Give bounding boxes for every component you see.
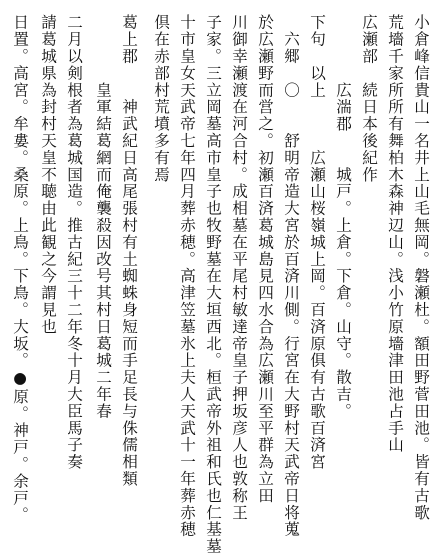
text-column: 倶在赤部村荒墳多有焉	[152, 14, 170, 183]
text-column: 十市皇女天武帝七年四月葬赤穂。高津笠墓氷上夫人天武十一年葬赤穂	[178, 14, 196, 538]
text-column: 下句 以上 広瀬山桜嶺城上岡。百済原俱有古歌百済宮	[308, 14, 326, 471]
text-column: 広瀬部 続日本後紀作	[360, 14, 378, 183]
text-column: 二月以剣根者為葛城国造。推古紀三十二年冬十月大臣馬子奏	[65, 14, 83, 471]
text-column: 六郷 〇 舒明帝造大宮於百済川側。行宮在大野村天武帝日将蒐	[282, 14, 300, 538]
text-column: 請葛城県為封村天皇不聴由此観之今謂見也	[39, 14, 57, 336]
text-column: 日置。高宮。牟婁。桑原。上鳥。下鳥。大坂。●原。神戸。余戸。	[11, 14, 29, 524]
text-column: 子家。三立岡墓高市皇子也牧野墓在大垣西北。桓武帝外祖和氏也仁基墓	[204, 14, 222, 555]
text-column: 葛上郡 神武紀日高尾張村有土蜘蛛身短而手足長与侏儒相類	[120, 14, 138, 488]
text-column: 荒墻千家所所有舞柏木森神辺山。浅小竹原墻津田池占手山	[386, 14, 404, 454]
text-column: 広湍郡 城戸。上倉。下倉。山守。散吉。	[334, 14, 352, 420]
text-column: 川御幸瀬渡在河合村。成相墓在平尾村敏達帝皇子押坂彦人也敦称王	[230, 14, 248, 521]
text-column: 小倉峰信貴山一名井上山毛無岡。磐瀬杜。額田野菅田池。皆有古歌	[412, 14, 430, 521]
text-column: 於広瀬野而営之。初瀬百済葛城島見四水合為広瀬川至平群為立田	[256, 14, 274, 505]
text-column: 皇軍結葛網而俺襲殺因改号其村日葛城二年春	[94, 14, 112, 420]
